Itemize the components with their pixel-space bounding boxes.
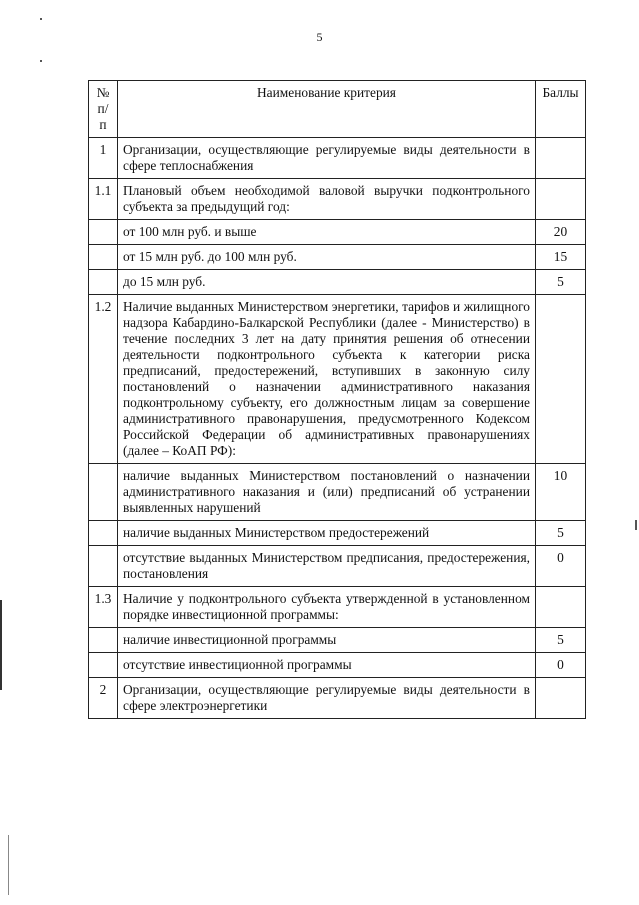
header-number: № п/п (89, 81, 118, 138)
criterion-text: от 100 млн руб. и выше (118, 220, 536, 245)
scan-edge-mark (635, 520, 637, 530)
header-score: Баллы (536, 81, 586, 138)
row-number (89, 546, 118, 587)
row-number (89, 270, 118, 295)
criterion-text: наличие инвестиционной программы (118, 628, 536, 653)
row-number (89, 245, 118, 270)
table-row (89, 464, 586, 521)
table-row (89, 220, 586, 245)
criterion-score (536, 678, 586, 719)
header-criterion-name: Наименование критерия (118, 81, 536, 138)
criterion-text: до 15 млн руб. (118, 270, 536, 295)
criterion-score: 10 (536, 464, 586, 521)
scan-edge-mark (40, 18, 42, 20)
scan-edge-mark (0, 600, 2, 690)
table-row (89, 295, 586, 464)
criteria-table (88, 80, 586, 719)
row-number (89, 220, 118, 245)
table-row (89, 678, 586, 719)
criterion-score: 5 (536, 521, 586, 546)
criterion-score (536, 179, 586, 220)
row-number (89, 464, 118, 521)
criterion-text: от 15 млн руб. до 100 млн руб. (118, 245, 536, 270)
table-row (89, 653, 586, 678)
criterion-text: отсутствие выданных Министерством предписания, предостережения, постановления (118, 546, 536, 587)
criterion-text: Плановый объем необходимой валовой выручки подконтрольного субъекта за предыдущий год: (118, 179, 536, 220)
table-row (89, 179, 586, 220)
row-number: 1.1 (89, 179, 118, 220)
table-body (89, 138, 586, 719)
criterion-score: 0 (536, 546, 586, 587)
row-number: 2 (89, 678, 118, 719)
criterion-score (536, 587, 586, 628)
criterion-score: 5 (536, 628, 586, 653)
row-number (89, 628, 118, 653)
criterion-text: наличие выданных Министерством постановлений о назначении административного наказания и (или) предписаний об устранении выявленных нарушений (118, 464, 536, 521)
table-row (89, 138, 586, 179)
row-number: 1 (89, 138, 118, 179)
criterion-text: Наличие у подконтрольного субъекта утвержденной в установленном порядке инвестиционной программы: (118, 587, 536, 628)
criterion-text: Организации, осуществляющие регулируемые виды деятельности в сфере теплоснабжения (118, 138, 536, 179)
criterion-score: 0 (536, 653, 586, 678)
criterion-text: Организации, осуществляющие регулируемые виды деятельности в сфере электроэнергетики (118, 678, 536, 719)
criterion-text: наличие выданных Министерством предостережений (118, 521, 536, 546)
scan-edge-mark (40, 60, 42, 62)
table-row (89, 245, 586, 270)
criterion-score: 5 (536, 270, 586, 295)
row-number (89, 653, 118, 678)
table-row (89, 628, 586, 653)
row-number (89, 521, 118, 546)
row-number: 1.2 (89, 295, 118, 464)
criterion-score: 20 (536, 220, 586, 245)
criterion-score (536, 138, 586, 179)
page-number: 5 (316, 30, 323, 44)
row-number: 1.3 (89, 587, 118, 628)
criterion-score (536, 295, 586, 464)
table-row (89, 546, 586, 587)
table-row (89, 270, 586, 295)
criterion-text: Наличие выданных Министерством энергетики, тарифов и жилищного надзора Кабардино-Балкарской Республики (далее - Министерство) в течение последних 3 лет на дату принятия решения об отнесении деятельности подконтрольного субъекта к категории риска предписаний, предостережений, вступивших в законную силу постановлений о назначении административного наказания подконтрольному субъекту, его должностным лицам за совершение административного правонарушения, предусмотренного Кодексом Российской Федерации об административных правонарушениях (далее – КоАП РФ): (118, 295, 536, 464)
criterion-score: 15 (536, 245, 586, 270)
scan-edge-mark (8, 835, 9, 895)
table-header-row (89, 81, 586, 138)
criterion-text: отсутствие инвестиционной программы (118, 653, 536, 678)
table-row (89, 587, 586, 628)
table-row (89, 521, 586, 546)
